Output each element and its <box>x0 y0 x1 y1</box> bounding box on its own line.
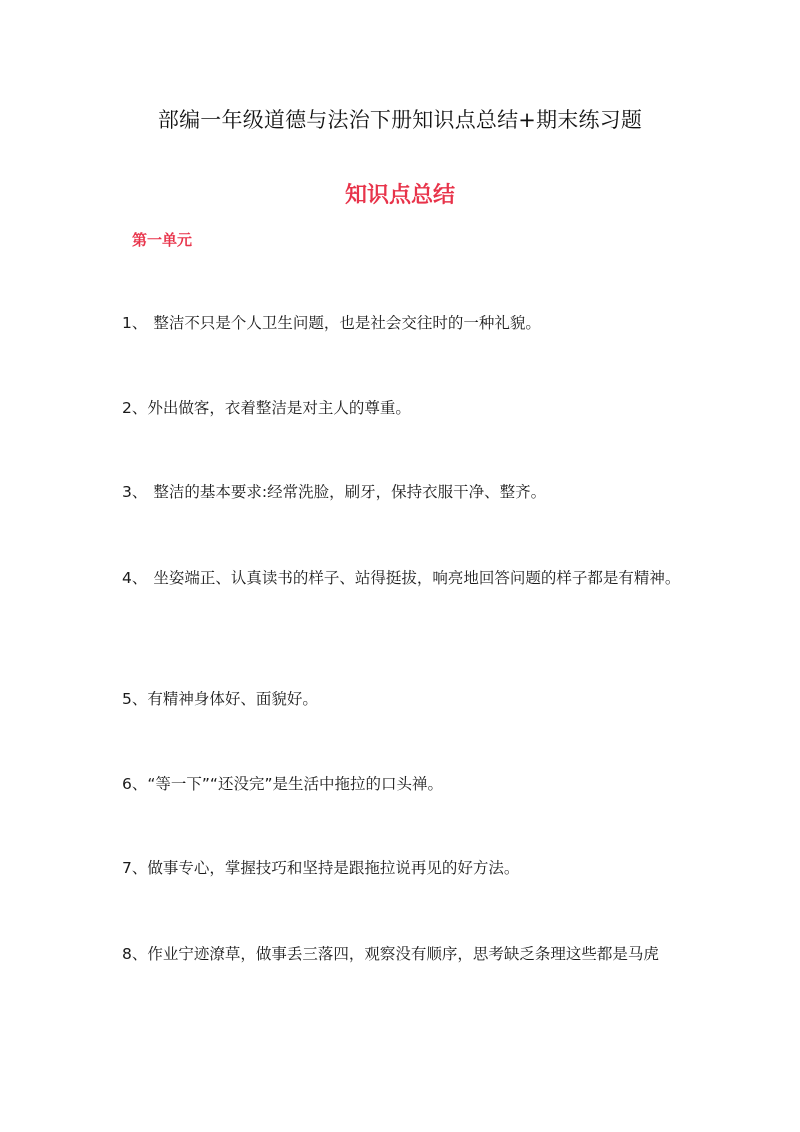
item-number: 2、 <box>122 399 148 417</box>
item-number: 4、 <box>122 569 148 587</box>
item-text: “等一下”“还没完”是生活中拖拉的口头禅。 <box>147 775 443 793</box>
list-item <box>122 472 692 512</box>
list-item <box>122 679 692 719</box>
item-text: 坐姿端正、认真读书的样子、站得挺拔，响亮地回答问题的样子都是有精神。 <box>153 569 681 587</box>
list-item <box>122 764 692 804</box>
item-number: 7、 <box>122 859 148 877</box>
item-number: 6、 <box>122 775 148 793</box>
item-text: 做事专心，掌握技巧和坚持是跟拖拉说再见的好方法。 <box>147 859 520 877</box>
list-item <box>122 303 692 343</box>
list-item <box>122 556 692 600</box>
item-number: 3、 <box>122 483 148 501</box>
item-text: 整洁不只是个人卫生问题，也是社会交往时的一种礼貌。 <box>153 314 541 332</box>
item-number: 5、 <box>122 690 148 708</box>
item-text: 作业宁迹潦草，做事丢三落四，观察没有顺序，思考缺乏条理这些都是马虎 <box>147 945 659 963</box>
unit-title: 第一单元 <box>132 231 193 249</box>
document-title: 部编一年级道德与法治下册知识点总结+期末练习题 <box>157 108 643 132</box>
item-text: 外出做客，衣着整洁是对主人的尊重。 <box>147 399 411 417</box>
list-item <box>122 848 692 888</box>
list-item <box>122 388 692 428</box>
item-number: 1、 <box>122 314 148 332</box>
item-number: 8、 <box>122 945 148 963</box>
item-text: 整洁的基本要求:经常洗脸，刷牙，保持衣服干净、整齐。 <box>153 483 547 501</box>
item-text: 有精神身体好、面貌好。 <box>147 690 318 708</box>
list-item <box>122 932 692 976</box>
section-title: 知识点总结 <box>344 183 455 208</box>
